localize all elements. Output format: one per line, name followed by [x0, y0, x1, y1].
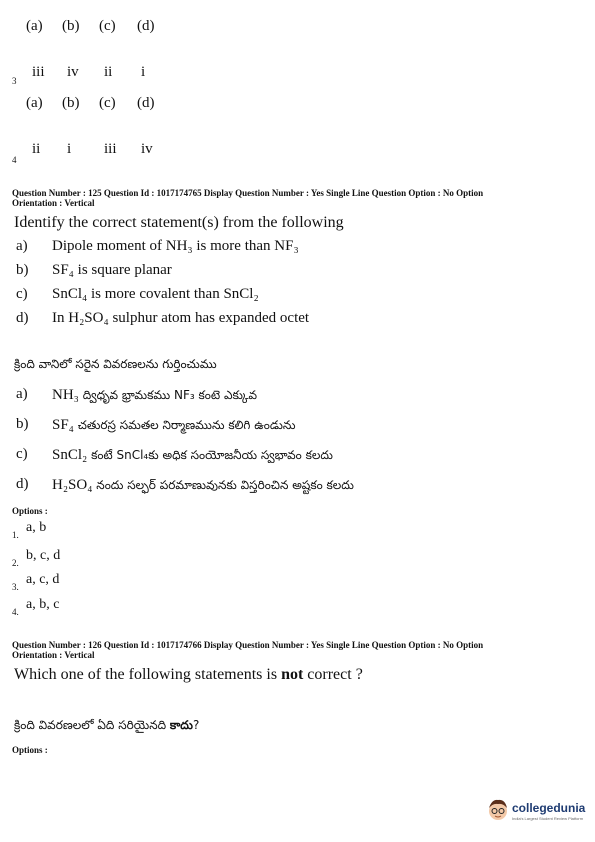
option-value: iv [141, 141, 153, 157]
telugu-question-text [14, 718, 199, 735]
statement-text: Dipole moment of NH₃ is more than NF₃ [52, 238, 299, 254]
question-text-end: correct ? [303, 666, 363, 683]
option-text: a, b [26, 520, 47, 535]
telugu-statement [52, 446, 333, 465]
option-value: i [67, 141, 72, 157]
option-values-row [0, 141, 595, 161]
header-row-2 [0, 95, 595, 115]
header-col-d: (d) [137, 18, 155, 34]
telugu-statement [52, 386, 257, 405]
telugu-statement-formula: SF₄ [52, 417, 74, 433]
telugu-statement-text: చతురస్ర సమతల నిర్మాణమును కలిగి ఉండును [73, 418, 296, 432]
option-number: 3. [12, 582, 19, 592]
option-values-row [0, 64, 595, 84]
option-number: 3 [12, 76, 17, 86]
telugu-question-text: క్రింది వానిలో సరైన వివరణలను గుర్తించుము [14, 357, 217, 371]
telugu-statement-label: a) [16, 386, 28, 402]
option-number: 4. [12, 607, 19, 617]
option-value: ii [104, 64, 113, 80]
option-number: 2. [12, 558, 19, 568]
telugu-statement-label: d) [16, 476, 29, 492]
telugu-question-start: క్రింది వివరణలలో ఏది సరియైనది [14, 718, 170, 732]
header-col-c: (c) [99, 95, 116, 111]
statement-text: In H₂SO₄ sulphur atom has expanded octet [52, 310, 310, 326]
question-text-start: Which one of the following statements is [14, 666, 282, 683]
option-value: iv [67, 64, 79, 80]
question-meta: Question Number : 126 Question Id : 1017174766 Display Question Number : Yes Single Line Question Option : No Option [12, 640, 484, 650]
header-row-1 [0, 18, 595, 38]
header-col-b: (b) [62, 18, 80, 34]
question-orientation: Orientation : Vertical [12, 650, 95, 660]
collegedunia-logo [486, 797, 586, 827]
header-col-c: (c) [99, 18, 116, 34]
header-col-a: (a) [26, 95, 43, 111]
statement-text: SnCl₄ is more covalent than SnCl₂ [52, 286, 259, 302]
question-orientation: Orientation : Vertical [12, 198, 95, 208]
option-value: iii [104, 141, 117, 157]
telugu-statement [52, 416, 295, 435]
option-value: iii [32, 64, 45, 80]
option-text: a, c, d [26, 572, 60, 587]
header-col-d: (d) [137, 95, 155, 111]
telugu-statement [52, 476, 354, 495]
telugu-statement-formula: NH₃ [52, 387, 79, 403]
statement-text: SF₄ is square planar [52, 262, 172, 278]
option-number: 1. [12, 530, 19, 540]
telugu-statement-text: ద్విధృవ భ్రామకము NF₃ కంటె ఎక్కువ [78, 388, 258, 402]
option-text: a, b, c [26, 597, 60, 612]
telugu-statement-text: నందు సల్ఫర్ పరమాణువునకు విస్తరించిన అష్టకం కలదు [92, 478, 354, 492]
options-label: Options : [12, 745, 48, 755]
telugu-statement-label: b) [16, 416, 29, 432]
question-text: Identify the correct statement(s) from the following [14, 214, 344, 231]
question-text [14, 666, 363, 684]
mascot-icon [486, 797, 510, 825]
telugu-statement-formula: SnCl₂ [52, 447, 88, 463]
telugu-statement-text: కంటే SnCl₄కు అధిక సంయోజనీయ స్వభావం కలదు [87, 448, 333, 462]
option-value: i [141, 64, 146, 80]
logo-brand-name: collegedunia [512, 801, 586, 815]
header-col-a: (a) [26, 18, 43, 34]
telugu-statement-formula: H₂SO₄ [52, 477, 93, 493]
option-value: ii [32, 141, 41, 157]
statement-label: a) [16, 238, 28, 254]
question-text-emphasis: not [281, 666, 304, 683]
statement-label: c) [16, 286, 28, 302]
telugu-question-end: ? [192, 718, 200, 732]
statement-label: b) [16, 262, 29, 278]
option-text: b, c, d [26, 548, 61, 563]
logo-tagline: India's Largest Student Review Platform [512, 816, 584, 821]
statement-label: d) [16, 310, 29, 326]
question-meta: Question Number : 125 Question Id : 1017174765 Display Question Number : Yes Single Line Question Option : No Option [12, 188, 484, 198]
telugu-question-emphasis: కాదు [169, 718, 193, 732]
header-col-b: (b) [62, 95, 80, 111]
option-number: 4 [12, 155, 17, 165]
telugu-statement-label: c) [16, 446, 28, 462]
options-label: Options : [12, 506, 48, 516]
